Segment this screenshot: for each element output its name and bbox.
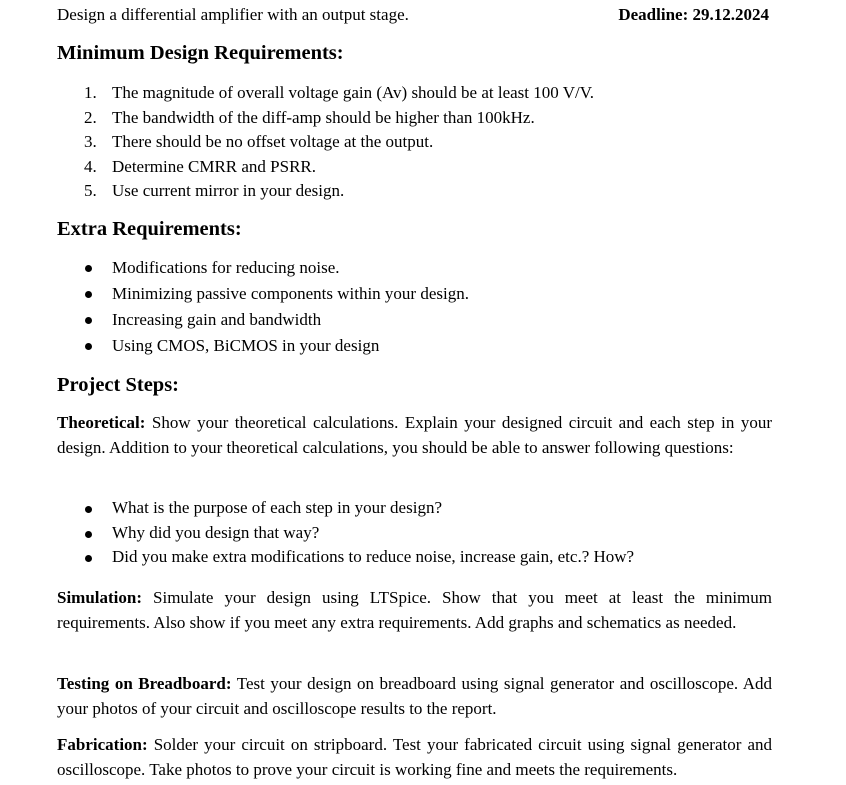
fabrication-text: Solder your circuit on stripboard. Test your fabricated circuit using signal generator and oscilloscope. Take photos to prove your circuit is working fine and meets the requirements. (57, 735, 772, 779)
breadboard-paragraph (57, 672, 772, 721)
list-text: There should be no offset voltage at the output. (112, 132, 434, 151)
list-number: 4. (84, 156, 97, 176)
theoretical-text: Show your theoretical calculations. Explain your designed circuit and each step in your design. Addition to your theoretical calculations, you should be able to answer following questions: (57, 413, 772, 457)
list-text: Minimizing passive components within your design. (112, 284, 469, 303)
list-text: The magnitude of overall voltage gain (Av) should be at least 100 V/V. (112, 83, 595, 102)
list-text: Determine CMRR and PSRR. (112, 156, 317, 176)
extra-requirements-heading: Extra Requirements: (57, 218, 242, 240)
theoretical-label: Theoretical: (57, 413, 146, 432)
simulation-paragraph (57, 586, 772, 635)
bullet-icon (85, 531, 92, 538)
bullet-icon (85, 555, 92, 562)
minimum-requirements-heading: Minimum Design Requirements: (57, 42, 344, 64)
list-text: What is the purpose of each step in your design? (112, 498, 442, 517)
theoretical-paragraph (57, 411, 772, 460)
deadline: Deadline: 29.12.2024 (618, 5, 769, 24)
list-text: Why did you design that way? (112, 522, 320, 542)
fabrication-label: Fabrication: (57, 735, 148, 754)
simulation-text: Simulate your design using LTSpice. Show that you meet at least the minimum requirements. Also show if you meet any extra requirements. Add graphs and schematics as needed. (57, 588, 772, 632)
bullet-icon (85, 317, 92, 324)
list-number: 1. (84, 83, 97, 102)
list-number: 3. (84, 132, 97, 151)
list-text: Did you make extra modifications to reduce noise, increase gain, etc.? How? (112, 547, 635, 566)
list-text: Increasing gain and bandwidth (112, 310, 322, 329)
bullet-icon (85, 343, 92, 350)
bullet-icon (85, 291, 92, 298)
project-steps-heading: Project Steps: (57, 374, 180, 396)
breadboard-label: Testing on Breadboard: (57, 674, 232, 693)
simulation-label: Simulation: (57, 588, 143, 607)
list-text: Use current mirror in your design. (112, 181, 345, 200)
list-number: 5. (84, 181, 97, 200)
list-text: Modifications for reducing noise. (112, 258, 340, 277)
bullet-icon (85, 265, 92, 272)
list-text: The bandwidth of the diff-amp should be higher than 100kHz. (112, 107, 535, 127)
header-line (57, 4, 772, 26)
breadboard-text: Test your design on breadboard using signal generator and oscilloscope. Add your photos of your circuit and oscilloscope results to the report. (57, 674, 773, 718)
bullet-icon (85, 506, 92, 513)
project-subject: Design a differential amplifier with an output stage. (57, 5, 409, 24)
list-number: 2. (84, 107, 97, 127)
fabrication-paragraph (57, 733, 772, 782)
list-text: Using CMOS, BiCMOS in your design (112, 336, 380, 355)
